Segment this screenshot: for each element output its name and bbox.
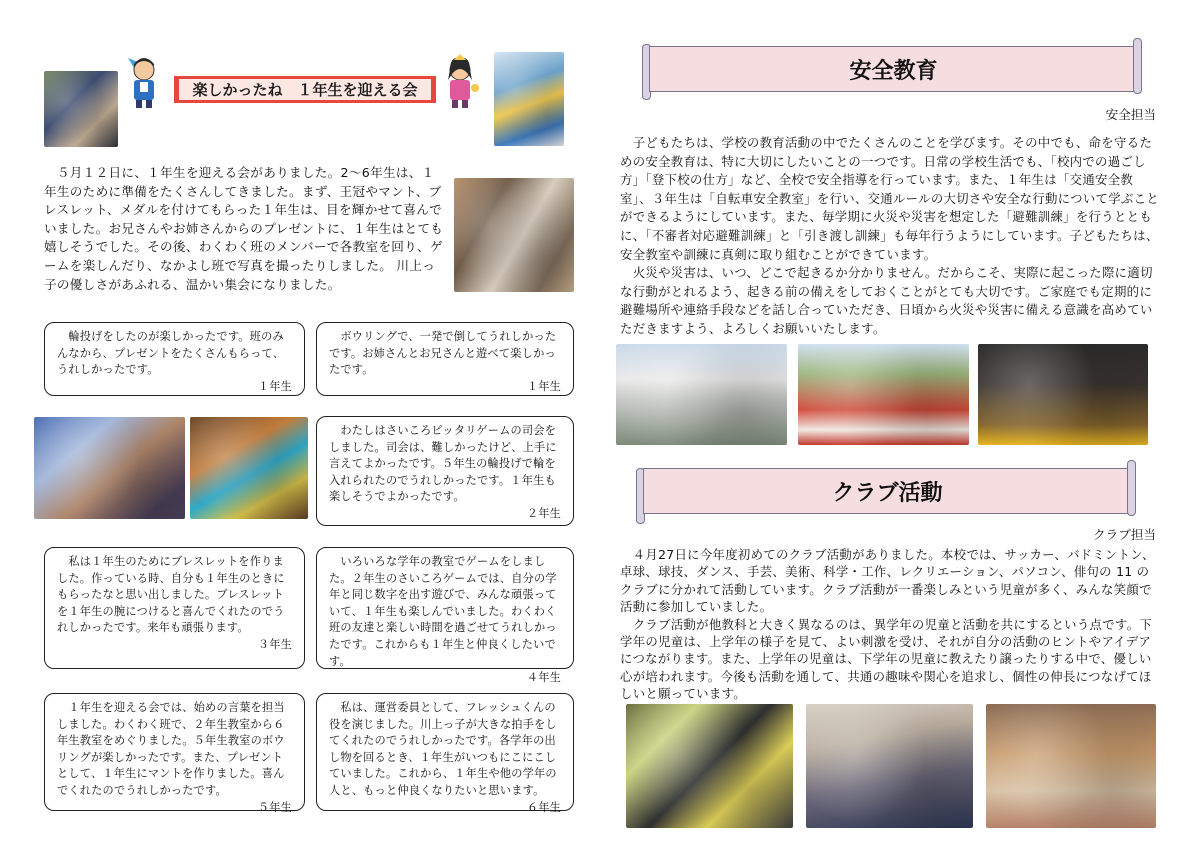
photo-club-craft bbox=[626, 704, 793, 828]
safety-role: 安全担当 bbox=[1105, 107, 1156, 122]
safety-banner bbox=[649, 46, 1138, 92]
event-intro: ５月１２日に、１年生を迎える会がありました。2～6年生は、１年生のために準備をたくさんしてきました。まず、王冠やマント、ブレスレット、メダルを付けてもらった１年生は、目を輝かせて喜んでいました。お兄さんやお姉さんからのプレゼントに、１年生はとても嬉しそうでした。その後、わくわく班のメンバーで各教室を回り、ゲームを楽しんだり、なかよし班で写真を撮ったりしました。 川上っ子の優しさがあふれる、温かい集会になりました。 bbox=[44, 165, 444, 292]
comment-text: ボウリングで、一発で倒してうれしかったです。お姉さんとお兄さんと遊べて楽しかったです。 bbox=[329, 330, 557, 377]
comment-box-4 bbox=[44, 547, 305, 669]
comment-text: 輪投げをしたのが楽しかったです。班のみんなから、プレゼントをたくさんもらって、うれしかったです。 bbox=[57, 330, 285, 377]
comment-text: 私は１年生のためにブレスレットを作りました。作っている時、自分も１年生のときにもらったなと思い出しました。ブレスレットを１年生の腕につけると喜んでくれたのでうれしかったです。来年も頑張ります。 bbox=[57, 555, 285, 635]
girl-mascot-icon bbox=[438, 54, 480, 110]
comment-box-1 bbox=[44, 322, 305, 396]
comment-grade: ３年生 bbox=[257, 637, 292, 651]
comment-grade: ４年生 bbox=[526, 671, 561, 685]
comment-box-2 bbox=[316, 322, 574, 396]
event-title-ribbon bbox=[174, 76, 436, 103]
comment-grade: ５年生 bbox=[257, 800, 292, 814]
safety-banner-scroll-right bbox=[1133, 38, 1142, 94]
photo-school-building bbox=[616, 344, 787, 445]
photo-club-classroom bbox=[806, 704, 973, 828]
comment-text: わたしはさいころピッタリゲームの司会をしました。司会は、難しかったけど、上手に言えてよかったです。５年生の輪投げで輪を入れられたのでうれしかったです。１年生も楽しそうでよかったです。 bbox=[329, 424, 557, 504]
photo-safety-class bbox=[978, 344, 1148, 445]
comment-grade: １年生 bbox=[526, 379, 561, 393]
safety-body: 子どもたちは、学校の教育活動の中でたくさんのことを学びます。その中でも、命を守るための安全教育は、特に大切にしたいことの一つです。日常の学校生活でも、「校内での過ごし方」「登下校の仕方」など、全校で安全指導を行っています。また、１年生は「交通安全教室」、３年生は「自転車安全教室」を行い、交通ルールの大切さや安全な行動について学ぶことができるようにしています。また、毎学期に火災や災害を想定した「避難訓練」を行うとともに、「不審者対応避難訓練」と「引き渡し訓練」も毎年行うようにしています。子どもたちは、安全教室や訓練に真剣に取り組むことができています。 火災や災害は、いつ、どこで起きるか分かりません。だからこそ、実際に起こった際に適切な行動がとれるよう、起きる前の備えをしておくことがとても大切です。ご家庭でも定期的に避難場所や連絡手段などを話し合っていただき、日頃から火災や災害に備える意識を高めていただきますよう、よろしくお願いいたします。 bbox=[620, 135, 1159, 336]
photo-hallway bbox=[454, 178, 574, 292]
photo-capes bbox=[190, 417, 308, 519]
comment-grade: １年生 bbox=[257, 379, 292, 393]
comment-box-7 bbox=[316, 693, 574, 814]
comment-box-5 bbox=[316, 547, 574, 685]
comment-text: 私は、運営委員として、フレッシュくんの役を演じました。川上っ子が大きな拍手をしてくれたのでうれしかったです。各学年の出し物を回るとき、１年生がいつもにこにこしていました。これから、１年生や他の学年の人と、もっと仲良くなりたいと思います。 bbox=[329, 701, 557, 797]
boy-mascot-icon bbox=[124, 54, 166, 110]
club-role: クラブ担当 bbox=[1093, 527, 1156, 542]
club-banner bbox=[643, 468, 1132, 514]
club-banner-scroll-right bbox=[1127, 460, 1136, 516]
event-title: 楽しかったね １年生を迎える会 bbox=[192, 81, 418, 99]
safety-title: 安全教育 bbox=[849, 58, 938, 84]
photo-club-gym bbox=[986, 704, 1156, 828]
club-title: クラブ活動 bbox=[832, 480, 943, 506]
comment-box-6 bbox=[44, 693, 305, 814]
photo-evacuation-drill bbox=[798, 344, 969, 445]
comment-text: いろいろな学年の教室でゲームをしました。２年生のさいころゲームでは、自分の学年と同じ数字を出す遊びで、みんな頑張っていて、１年生も楽しんでいました。わくわく班の友達と楽しい時間を過ごせてうれしかったです。これからも１年生と仲良くしたいです。 bbox=[329, 555, 557, 668]
comment-box-3 bbox=[316, 416, 574, 526]
photo-first-graders bbox=[494, 52, 564, 146]
photo-classroom bbox=[44, 71, 118, 147]
comment-grade: ２年生 bbox=[526, 506, 561, 520]
photo-game bbox=[34, 417, 185, 519]
comment-text: １年生を迎える会では、始めの言葉を担当しました。わくわく班で、２年生教室から６年生教室をめぐりました。５年生教室のボウリングが楽しかったです。また、プレゼントとして、１年生にマントを作りました。喜んでくれたのでうれしかったです。 bbox=[57, 701, 285, 797]
club-body: ４月27日に今年度初めてのクラブ活動がありました。本校では、サッカー、バドミントン、卓球、球技、ダンス、手芸、美術、科学・工作、レクリエーション、パソコン、俳句の 11 のクラブに分かれて活動しています。クラブ活動が一番楽しみという児童が多く、みんな笑顔で活動に参加していました。 クラブ活動が他教科と大きく異なるのは、異学年の児童と活動を共にするという点です。下学年の児童は、上学年の様子を見て、よい刺激を受け、それが自分の活動のヒントやアイデアにつながります。また、上学年の児童は、下学年の児童に教えたり譲ったりする中で、優しい心が培われます。今後も活動を通して、共通の趣味や関心を追求し、個性の伸長につなげてほしいと願っています。 bbox=[620, 547, 1155, 702]
comment-grade: ６年生 bbox=[526, 800, 561, 814]
